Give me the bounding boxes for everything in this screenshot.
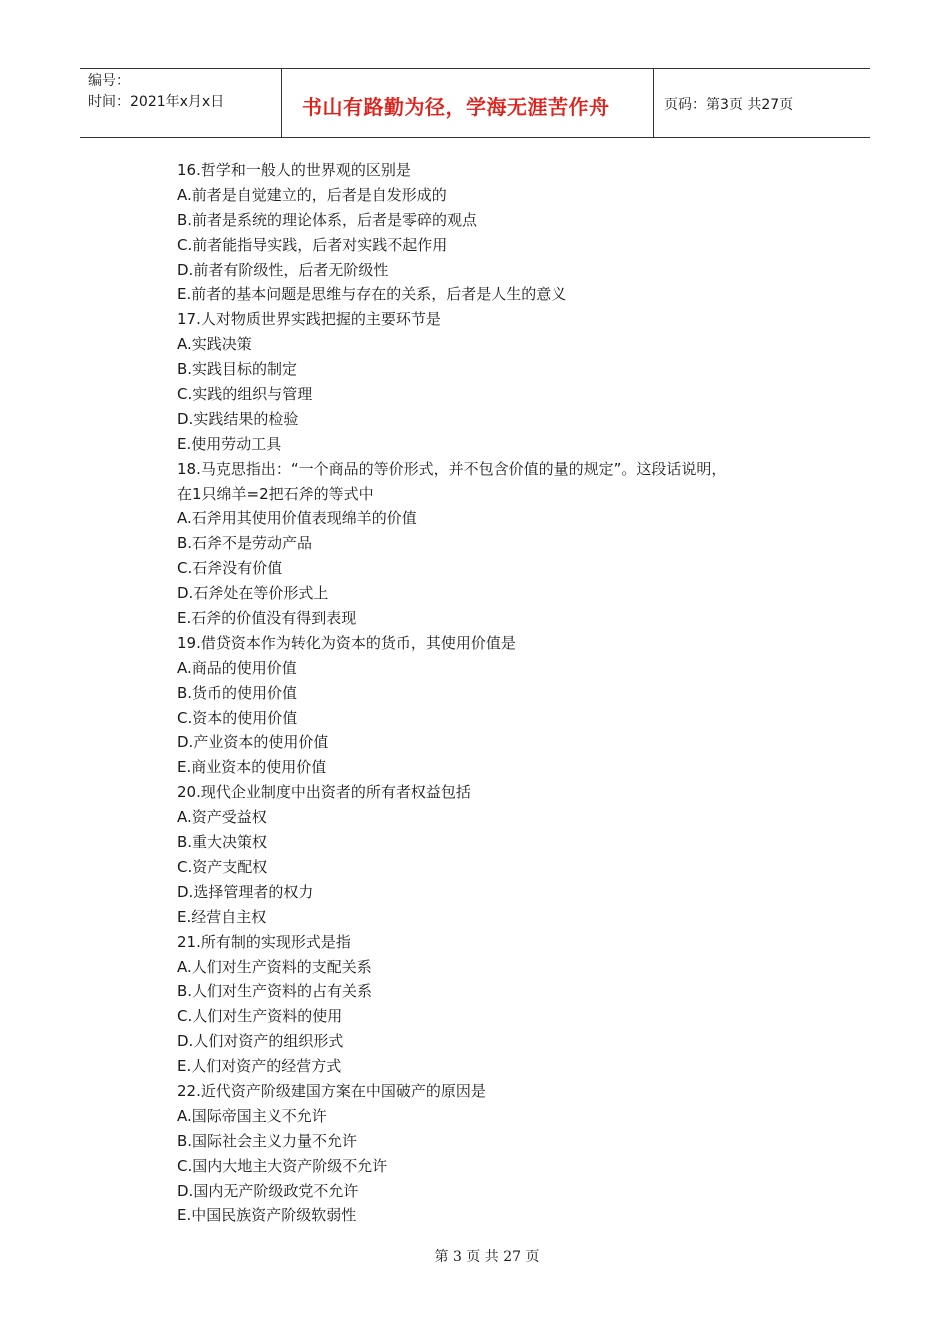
header-page-info bbox=[654, 69, 870, 137]
answer-option: B.前者是系统的理论体系，后者是零碎的观点 bbox=[177, 210, 478, 229]
answer-option: D.石斧处在等价形式上 bbox=[177, 584, 329, 603]
time-label: 时间：2021年x月x日 bbox=[88, 94, 225, 110]
header-meta bbox=[80, 69, 282, 137]
header-motto bbox=[282, 69, 654, 137]
answer-option: A.前者是自觉建立的，后者是自发形成的 bbox=[177, 185, 447, 204]
answer-option: A.石斧用其使用价值表现绵羊的价值 bbox=[177, 509, 417, 528]
answer-option: E.人们对资产的经营方式 bbox=[177, 1057, 342, 1076]
answer-option: D.实践结果的检验 bbox=[177, 409, 299, 428]
answer-option: C.人们对生产资料的使用 bbox=[177, 1007, 343, 1026]
question-text: 17.人对物质世界实践把握的主要环节是 bbox=[177, 310, 441, 329]
page-info-text: 页码：第3页 共27页 bbox=[664, 97, 794, 113]
question-text: 16.哲学和一般人的世界观的区别是 bbox=[177, 161, 411, 179]
answer-option: A.资产受益权 bbox=[177, 808, 267, 827]
answer-option: C.国内大地主大资产阶级不允许 bbox=[177, 1156, 388, 1175]
answer-option: D.国内无产阶级政党不允许 bbox=[177, 1181, 359, 1200]
answer-option: B.重大决策权 bbox=[177, 833, 268, 852]
answer-option: C.实践的组织与管理 bbox=[177, 385, 313, 404]
answer-option: A.商品的使用价值 bbox=[177, 658, 297, 677]
answer-option: C.资本的使用价值 bbox=[177, 708, 298, 727]
answer-option: D.人们对资产的组织形式 bbox=[177, 1032, 344, 1051]
answer-option: B.实践目标的制定 bbox=[177, 360, 298, 379]
answer-option: E.商业资本的使用价值 bbox=[177, 758, 327, 777]
answer-option: A.人们对生产资料的支配关系 bbox=[177, 957, 372, 976]
answer-option: C.资产支配权 bbox=[177, 857, 268, 876]
answer-option: E.前者的基本问题是思维与存在的关系，后者是人生的意义 bbox=[177, 285, 567, 304]
question-text: 18.马克思指出：“一个商品的等价形式，并不包含价值的量的规定”。这段话说明， bbox=[177, 459, 727, 478]
answer-option: B.国际社会主义力量不允许 bbox=[177, 1131, 358, 1150]
answer-option: B.人们对生产资料的占有关系 bbox=[177, 982, 373, 1001]
answer-option: D.选择管理者的权力 bbox=[177, 882, 314, 901]
answer-option: E.中国民族资产阶级软弱性 bbox=[177, 1206, 357, 1225]
answer-option: E.经营自主权 bbox=[177, 907, 267, 926]
answer-option: B.货币的使用价值 bbox=[177, 683, 298, 702]
answer-option: C.前者能指导实践，后者对实践不起作用 bbox=[177, 235, 448, 254]
answer-option: C.石斧没有价值 bbox=[177, 559, 283, 578]
footer-page-number: 第 3 页 共 27 页 bbox=[434, 1249, 540, 1265]
answer-option: E.石斧的价值没有得到表现 bbox=[177, 609, 357, 628]
question-text: 20.现代企业制度中出资者的所有者权益包括 bbox=[177, 783, 471, 802]
page-footer bbox=[0, 1246, 950, 1266]
question-list bbox=[177, 158, 837, 1228]
question-text: 21.所有制的实现形式是指 bbox=[177, 932, 351, 951]
page-header bbox=[80, 68, 870, 138]
answer-option: A.实践决策 bbox=[177, 335, 252, 354]
answer-option: A.国际帝国主义不允许 bbox=[177, 1106, 327, 1125]
serial-label: 编号： bbox=[88, 73, 130, 89]
question-text-continued: 在1只绵羊=2把石斧的等式中 bbox=[177, 484, 374, 503]
answer-option: D.前者有阶级性，后者无阶级性 bbox=[177, 260, 389, 279]
question-text: 19.借贷资本作为转化为资本的货币，其使用价值是 bbox=[177, 633, 516, 652]
motto-text: 书山有路勤为径，学海无涯苦作舟 bbox=[302, 94, 610, 119]
answer-option: B.石斧不是劳动产品 bbox=[177, 534, 313, 553]
question-text: 22.近代资产阶级建国方案在中国破产的原因是 bbox=[177, 1081, 486, 1100]
answer-option: D.产业资本的使用价值 bbox=[177, 733, 329, 752]
answer-option: E.使用劳动工具 bbox=[177, 434, 282, 453]
